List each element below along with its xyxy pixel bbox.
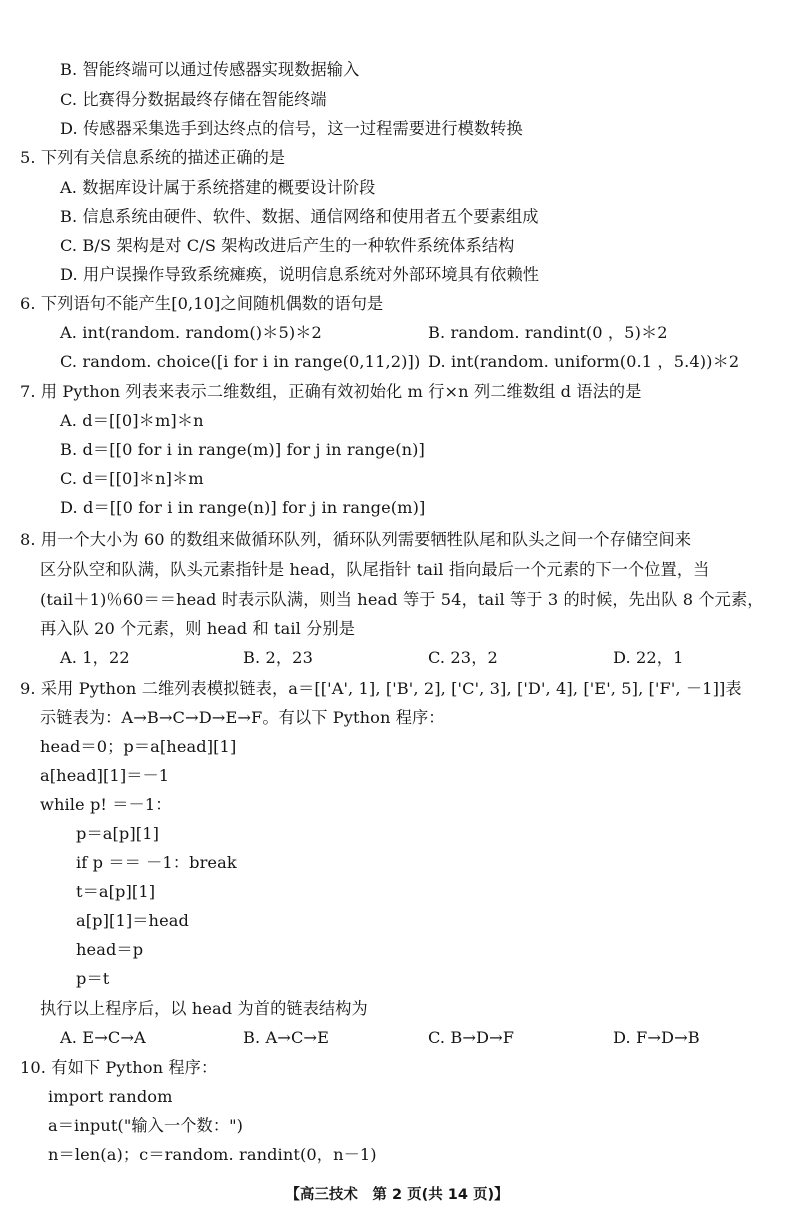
q9-code-line4: p＝a[p][1] bbox=[76, 824, 160, 843]
q4-option-b: B. 智能终端可以通过传感器实现数据输入 bbox=[60, 60, 360, 79]
q9-option-a: A. E→C→A bbox=[60, 1028, 146, 1047]
q9-options bbox=[0, 1028, 794, 1050]
q7-option-d: D. d＝[[0 for i in range(n)] for j in range(m)] bbox=[60, 498, 426, 517]
q7-option-b: B. d＝[[0 for i in range(m)] for j in range(n)] bbox=[60, 440, 425, 459]
q9-code-line2: a[head][1]＝－1 bbox=[40, 766, 170, 785]
q9-code-line7: a[p][1]＝head bbox=[76, 911, 189, 930]
q8-option-d: D. 22，1 bbox=[613, 648, 684, 667]
q7-stem: 7. 用 Python 列表来表示二维数组，正确有效初始化 m 行×n 列二维数组 d 语法的是 bbox=[20, 382, 642, 401]
q8-stem-line1: 8. 用一个大小为 60 的数组来做循环队列，循环队列需要牺牲队尾和队头之间一个存储空间来 bbox=[20, 530, 692, 549]
q9-stem-line2: 示链表为：A→B→C→D→E→F。有以下 Python 程序： bbox=[40, 708, 445, 727]
q6-option-d: D. int(random. uniform(0.1 ，5.4))＊2 bbox=[428, 352, 740, 371]
q9-code-line5: if p ＝＝ －1：break bbox=[76, 853, 237, 872]
q8-stem-line2: 区分队空和队满，队头元素指针是 head，队尾指针 tail 指向最后一个元素的下一个位置，当 bbox=[40, 560, 710, 579]
q10-code-line1: import random bbox=[48, 1087, 173, 1106]
q6-options-row2 bbox=[0, 352, 794, 374]
q9-question: 执行以上程序后，以 head 为首的链表结构为 bbox=[40, 999, 368, 1018]
q8-option-a: A. 1，22 bbox=[60, 648, 130, 667]
q9-code-line3: while p! ＝－1： bbox=[40, 795, 172, 814]
q6-options-row1 bbox=[0, 323, 794, 345]
q5-stem: 5. 下列有关信息系统的描述正确的是 bbox=[20, 148, 286, 167]
q8-stem-line4: 再入队 20 个元素，则 head 和 tail 分别是 bbox=[40, 619, 356, 638]
q7-option-c: C. d＝[[0]＊n]＊m bbox=[60, 469, 204, 488]
q9-option-d: D. F→D→B bbox=[613, 1028, 700, 1047]
q9-code-line8: head＝p bbox=[76, 940, 144, 959]
q8-options bbox=[0, 648, 794, 670]
q5-option-b: B. 信息系统由硬件、软件、数据、通信网络和使用者五个要素组成 bbox=[60, 207, 539, 226]
q10-code-line2: a＝input("输入一个数：") bbox=[48, 1116, 244, 1135]
q6-option-a: A. int(random. random()＊5)＊2 bbox=[60, 323, 322, 342]
q7-option-a: A. d＝[[0]＊m]＊n bbox=[60, 411, 204, 430]
page-footer: 【高三技术 第 2 页(共 14 页)】 bbox=[285, 1187, 509, 1203]
q8-option-c: C. 23，2 bbox=[428, 648, 498, 667]
q5-option-d: D. 用户误操作导致系统瘫痪，说明信息系统对外部环境具有依赖性 bbox=[60, 265, 540, 284]
q6-option-c: C. random. choice([i for i in range(0,11,2)]) bbox=[60, 352, 421, 371]
q5-option-a: A. 数据库设计属于系统搭建的概要设计阶段 bbox=[60, 178, 376, 197]
q9-code-line9: p＝t bbox=[76, 969, 110, 988]
q5-option-c: C. B/S 架构是对 C/S 架构改进后产生的一种软件系统体系结构 bbox=[60, 236, 515, 255]
q6-option-b: B. random. randint(0 ，5)＊2 bbox=[428, 323, 668, 342]
q9-option-c: C. B→D→F bbox=[428, 1028, 515, 1047]
q9-option-b: B. A→C→E bbox=[243, 1028, 330, 1047]
q9-code-line1: head＝0；p＝a[head][1] bbox=[40, 737, 237, 756]
q10-code-line3: n＝len(a)；c＝random. randint(0，n－1) bbox=[48, 1145, 377, 1164]
q10-stem: 10. 有如下 Python 程序： bbox=[20, 1058, 218, 1077]
q6-stem: 6. 下列语句不能产生[0,10]之间随机偶数的语句是 bbox=[20, 294, 384, 313]
q9-code-line6: t＝a[p][1] bbox=[76, 882, 156, 901]
q4-option-c: C. 比赛得分数据最终存储在智能终端 bbox=[60, 90, 327, 109]
q9-stem-line1: 9. 采用 Python 二维列表模拟链表，a＝[['A', 1], ['B', 2], ['C', 3], ['D', 4], ['E', 5], ['F', －1]]表 bbox=[20, 679, 742, 698]
q8-stem-line3: (tail＋1)％60＝＝head 时表示队满，则当 head 等于 54，tail 等于 3 的时候，先出队 8 个元素， bbox=[40, 590, 764, 609]
q8-option-b: B. 2，23 bbox=[243, 648, 313, 667]
q4-option-d: D. 传感器采集选手到达终点的信号，这一过程需要进行模数转换 bbox=[60, 119, 523, 138]
